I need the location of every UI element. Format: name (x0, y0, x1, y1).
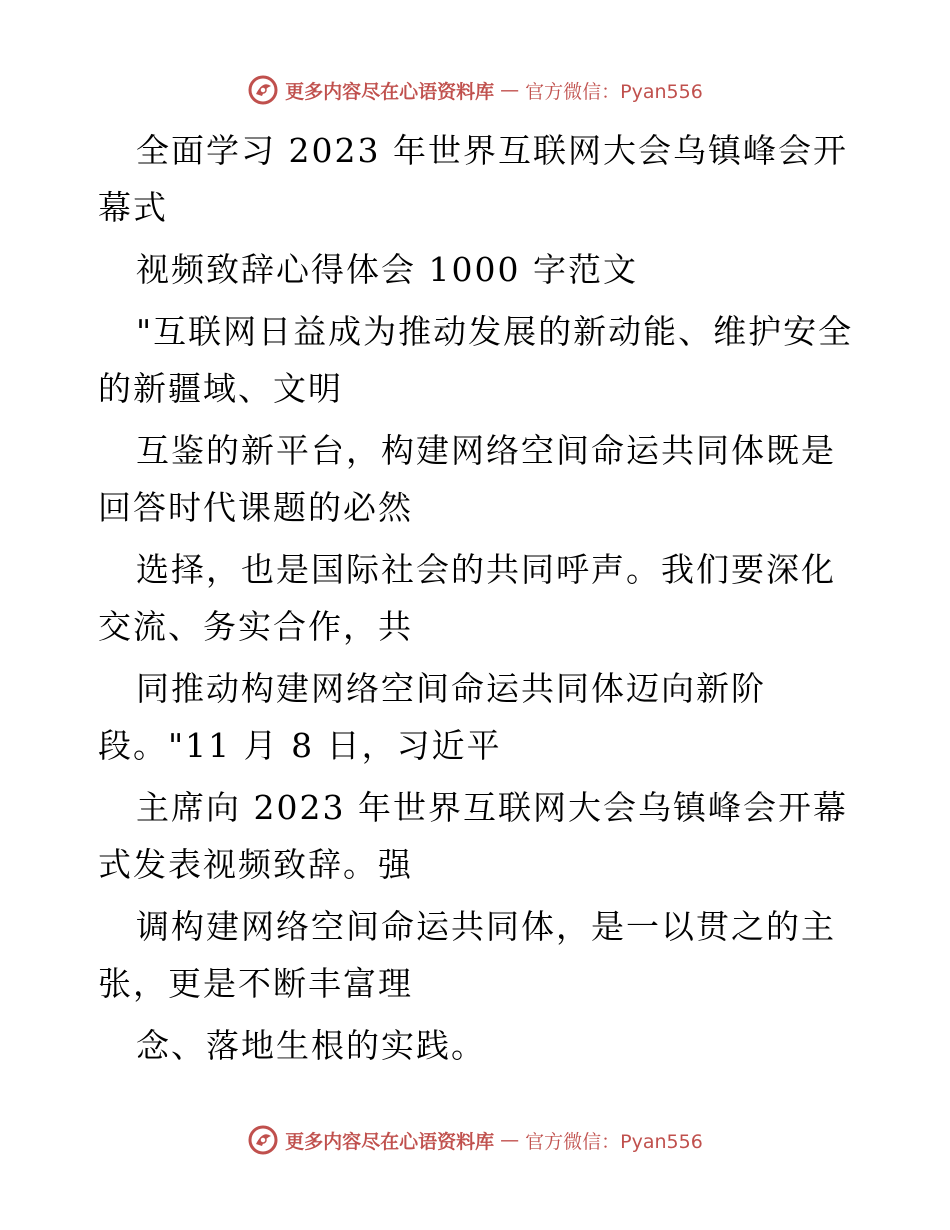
paragraph: "互联网日益成为推动发展的新动能、维护安全的新疆域、文明 (98, 312, 854, 408)
watermark-main-text: 更多内容尽在心语资料库 (285, 80, 495, 103)
watermark-sub-text: 官方微信：Pyan556 (525, 80, 703, 103)
watermark-sub-text: 官方微信：Pyan556 (525, 1130, 703, 1153)
red-swirl-logo-icon (247, 74, 279, 106)
header-watermark (0, 70, 950, 110)
watermark-main-text: 更多内容尽在心语资料库 (285, 1130, 495, 1153)
paragraph-title-line2: 视频致辞心得体会 1000 字范文 (136, 250, 638, 289)
paragraph-title-line1: 全面学习 2023 年世界互联网大会乌镇峰会开幕式 (98, 131, 848, 227)
paragraph: 选择，也是国际社会的共同呼声。我们要深化交流、务实合作，共 (98, 550, 836, 646)
watermark-dash: — (500, 79, 520, 101)
footer-watermark (0, 1120, 950, 1160)
paragraph: 主席向 2023 年世界互联网大会乌镇峰会开幕式发表视频致辞。强 (98, 788, 848, 884)
paragraph: 互鉴的新平台，构建网络空间命运共同体既是回答时代课题的必然 (98, 431, 836, 527)
document-body (98, 122, 858, 1079)
red-swirl-logo-icon (247, 1124, 279, 1156)
paragraph: 调构建网络空间命运共同体，是一以贯之的主张，更是不断丰富理 (98, 907, 836, 1003)
watermark-dash: — (500, 1129, 520, 1151)
paragraph: 念、落地生根的实践。 (136, 1026, 486, 1065)
paragraph: 同推动构建网络空间命运共同体迈向新阶段。"11 月 8 日，习近平 (98, 669, 766, 765)
